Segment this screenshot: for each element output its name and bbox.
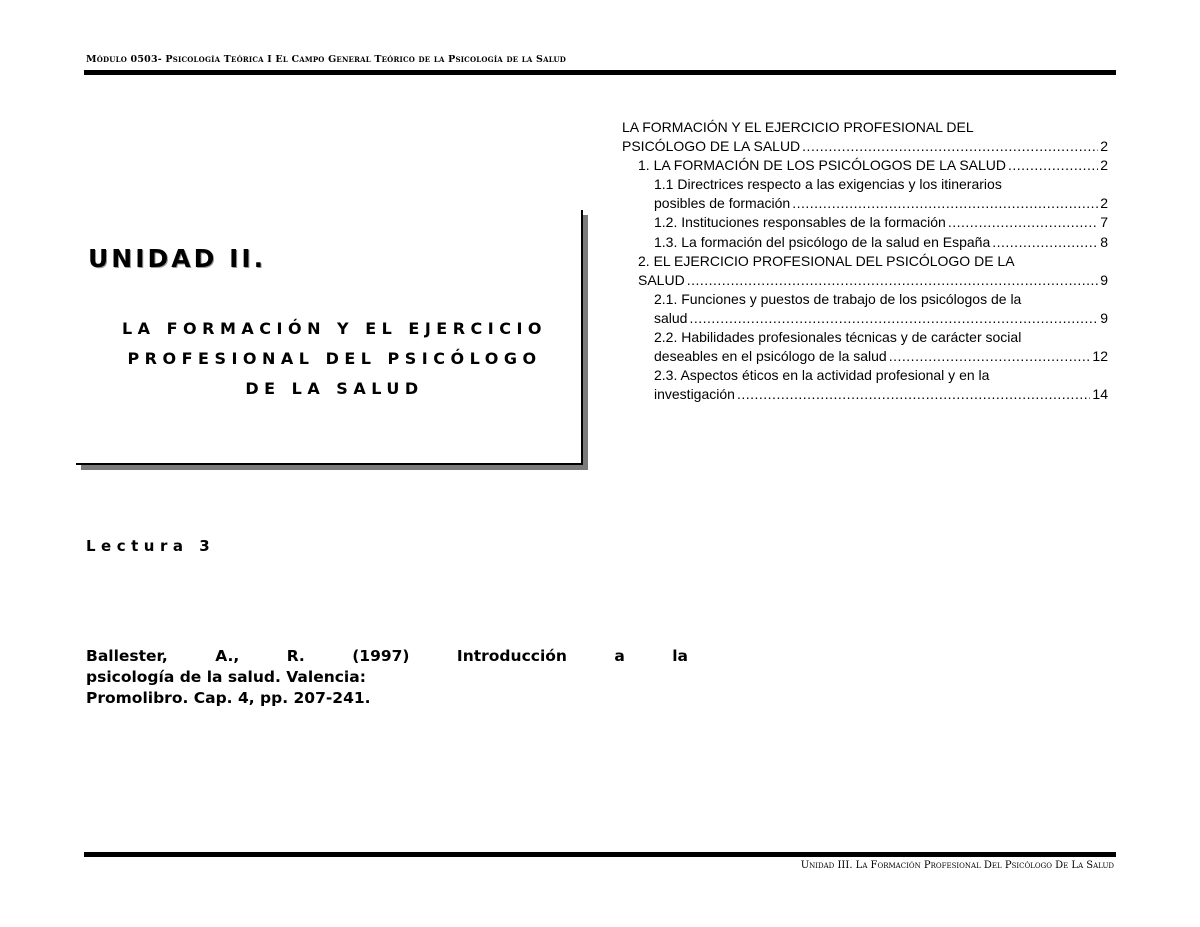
toc-entry-text: 2. EL EJERCICIO PROFESIONAL DEL PSICÓLOGO DE LA [638, 252, 1015, 269]
toc-leader-dots [992, 233, 1098, 252]
citation-line: Promolibro. Cap. 4, pp. 207-241. [86, 689, 371, 707]
toc-page-number: 2 [1100, 195, 1108, 212]
lectura-label: Lectura 3 [86, 537, 216, 555]
toc-leader-dots [1008, 156, 1098, 175]
toc-entry-text: 1.1 Directrices respecto a las exigencias y los itinerarios [654, 176, 1002, 193]
toc-entry[interactable] [622, 156, 1108, 175]
unit-subtitle-line: PROFESIONAL DEL PSICÓLOGO [127, 349, 542, 368]
toc-entry-text: 1. LA FORMACIÓN DE LOS PSICÓLOGOS DE LA SALUD [638, 157, 1006, 174]
toc-entry[interactable] [622, 175, 1108, 213]
toc-entry-text: 2.2. Habilidades profesionales técnicas y de carácter social [654, 329, 1022, 346]
toc-entry-text: PSICÓLOGO DE LA SALUD [622, 138, 801, 155]
toc-page-number: 12 [1092, 348, 1108, 365]
toc-leader-dots [802, 137, 1098, 156]
toc-entry-line [638, 271, 1108, 290]
toc-page-number: 8 [1100, 233, 1108, 250]
toc-page-number: 2 [1100, 157, 1108, 174]
toc-entry-line [638, 156, 1108, 175]
toc-entry-text: 1.2. Instituciones responsables de la formación [654, 214, 946, 231]
toc-entry-text: deseables en el psicólogo de la salud [654, 348, 887, 365]
toc-entry-text: 1.3. La formación del psicólogo de la salud en España [654, 233, 991, 250]
toc-entry[interactable] [622, 213, 1108, 232]
toc-entry-line [622, 137, 1108, 156]
toc-entry-text: posibles de formación [654, 195, 791, 212]
toc-entry[interactable] [622, 366, 1108, 404]
toc-page-number: 7 [1100, 214, 1108, 231]
toc-leader-dots [948, 213, 1098, 232]
footer-rule [84, 852, 1116, 857]
toc-entry-text: LA FORMACIÓN Y EL EJERCICIO PROFESIONAL DEL [622, 119, 974, 135]
toc-entry-line [654, 309, 1108, 328]
citation-line: psicología de la salud. Valencia: [86, 668, 366, 686]
toc-page-number: 2 [1100, 138, 1108, 155]
page-footer: Unidad III. La Formación Profesional Del Psicólogo De La Salud [800, 860, 1114, 871]
toc-leader-dots [689, 309, 1098, 328]
toc-leader-dots [889, 347, 1091, 366]
toc-entry[interactable] [622, 118, 1108, 156]
citation-line: Ballester, A., R. (1997) Introducción a la [86, 647, 688, 665]
table-of-contents [622, 118, 1114, 404]
toc-page-number: 9 [1100, 309, 1108, 326]
unit-title: UNIDAD II. [88, 244, 267, 273]
page-header: Módulo 0503- Psicología Teórica I El Campo General Teórico de la Psicología de la Salud [86, 54, 567, 65]
toc-entry-line [654, 385, 1108, 404]
toc-entry-line [654, 233, 1108, 252]
toc-entry-text: 2.1. Funciones y puestos de trabajo de los psicólogos de la [654, 290, 1022, 307]
toc-page-number: 14 [1092, 386, 1108, 403]
toc-entry[interactable] [622, 290, 1108, 328]
citation [86, 646, 688, 709]
header-rule [84, 70, 1116, 75]
toc-entry-text: salud [654, 309, 688, 326]
toc-entry[interactable] [622, 233, 1108, 252]
unit-subtitle [88, 314, 581, 404]
toc-entry-line [654, 347, 1108, 366]
toc-entry-line [654, 194, 1108, 213]
toc-leader-dots [737, 385, 1090, 404]
unit-subtitle-line: LA FORMACIÓN Y EL EJERCICIO [121, 319, 548, 338]
title-box [76, 210, 583, 465]
unit-subtitle-line: DE LA SALUD [245, 379, 424, 398]
toc-page-number: 9 [1100, 271, 1108, 288]
toc-entry-text: investigación [654, 386, 735, 403]
toc-entry[interactable] [622, 252, 1108, 290]
toc-leader-dots [687, 271, 1099, 290]
toc-entry[interactable] [622, 328, 1108, 366]
toc-entry-text: SALUD [638, 271, 685, 288]
toc-leader-dots [792, 194, 1098, 213]
toc-entry-line [654, 213, 1108, 232]
toc-entry-text: 2.3. Aspectos éticos en la actividad profesional y en la [654, 367, 990, 384]
